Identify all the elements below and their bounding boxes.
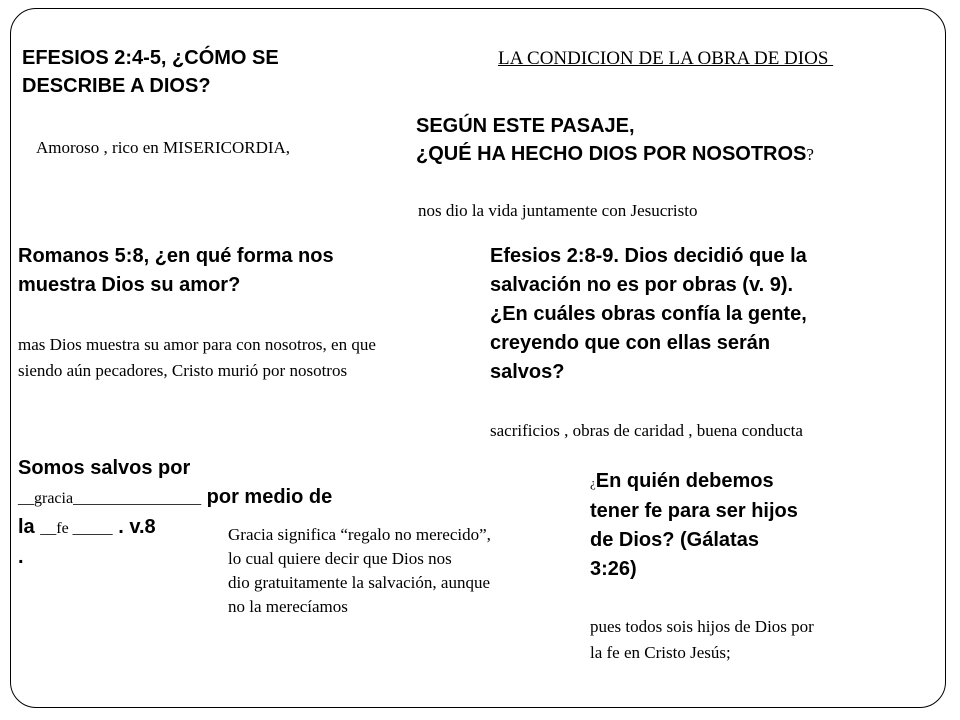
question-romanos-5-8 <box>18 242 478 300</box>
question-line <box>18 483 478 513</box>
question-text: la <box>18 516 41 538</box>
question-mark-open: ¿ <box>590 475 596 490</box>
answer-efesios-2-4-5: Amoroso , rico en MISERICORDIA, <box>36 138 291 157</box>
question-line: Efesios 2:8-9. Dios decidió que la <box>490 245 807 267</box>
question-line: EFESIOS 2:4-5, ¿CÓMO SE <box>22 47 279 69</box>
question-line: Romanos 5:8, ¿en qué forma nos <box>18 245 334 267</box>
question-text: En quién debemos <box>595 470 774 492</box>
question-line: DESCRIBE A DIOS? <box>22 75 211 97</box>
definition-line: dio gratuitamente la salvación, aunque <box>228 573 490 592</box>
question-line: . <box>18 546 24 568</box>
question-efesios-2-4-5 <box>22 44 392 100</box>
question-line: salvos? <box>490 361 565 383</box>
question-line: salvación no es por obras (v. 9). <box>490 274 794 296</box>
answer-que-ha-hecho-dios: nos dio la vida juntamente con Jesucristo <box>418 201 698 220</box>
answer-romanos-5-8 <box>18 332 488 384</box>
fill-in-fe: __fe _____ <box>40 520 113 537</box>
question-text: por medio de <box>201 486 333 508</box>
answer-line: mas Dios muestra su amor para con nosotros, en que <box>18 335 376 354</box>
question-line: ¿En cuáles obras confía la gente, <box>490 303 807 325</box>
page-title: LA CONDICION DE LA OBRA DE DIOS <box>498 48 834 69</box>
question-line: tener fe para ser hijos <box>590 500 798 522</box>
definition-line: no la merecíamos <box>228 597 348 616</box>
question-text: ¿QUÉ HA HECHO DIOS POR NOSOTROS <box>416 143 807 165</box>
question-line: Somos salvos por <box>18 457 191 479</box>
question-text: . v.8 <box>112 516 156 538</box>
answer-line: la fe en Cristo Jesús; <box>590 643 731 662</box>
answer-galatas-3-26 <box>590 614 890 666</box>
question-line: creyendo que con ellas serán <box>490 332 771 354</box>
definition-line: Gracia significa “regalo no merecido”, <box>228 525 491 544</box>
definition-line: lo cual quiere decir que Dios nos <box>228 549 452 568</box>
question-line <box>416 140 956 169</box>
question-mark: ? <box>806 145 814 164</box>
question-efesios-2-8-9 <box>490 242 950 387</box>
grace-definition <box>228 523 573 619</box>
question-galatas-3-26 <box>590 467 920 584</box>
question-que-ha-hecho-dios <box>416 112 956 169</box>
question-line <box>590 467 920 497</box>
question-line: muestra Dios su amor? <box>18 274 241 296</box>
fill-in-gracia: __gracia________________ <box>18 490 202 507</box>
question-line: 3:26) <box>590 558 637 580</box>
question-line: de Dios? (Gálatas <box>590 529 759 551</box>
answer-line: siendo aún pecadores, Cristo murió por nosotros <box>18 361 348 380</box>
answer-efesios-2-8-9: sacrificios , obras de caridad , buena conducta <box>490 421 803 440</box>
question-line: SEGÚN ESTE PASAJE, <box>416 115 635 137</box>
answer-line: pues todos sois hijos de Dios por <box>590 617 814 636</box>
